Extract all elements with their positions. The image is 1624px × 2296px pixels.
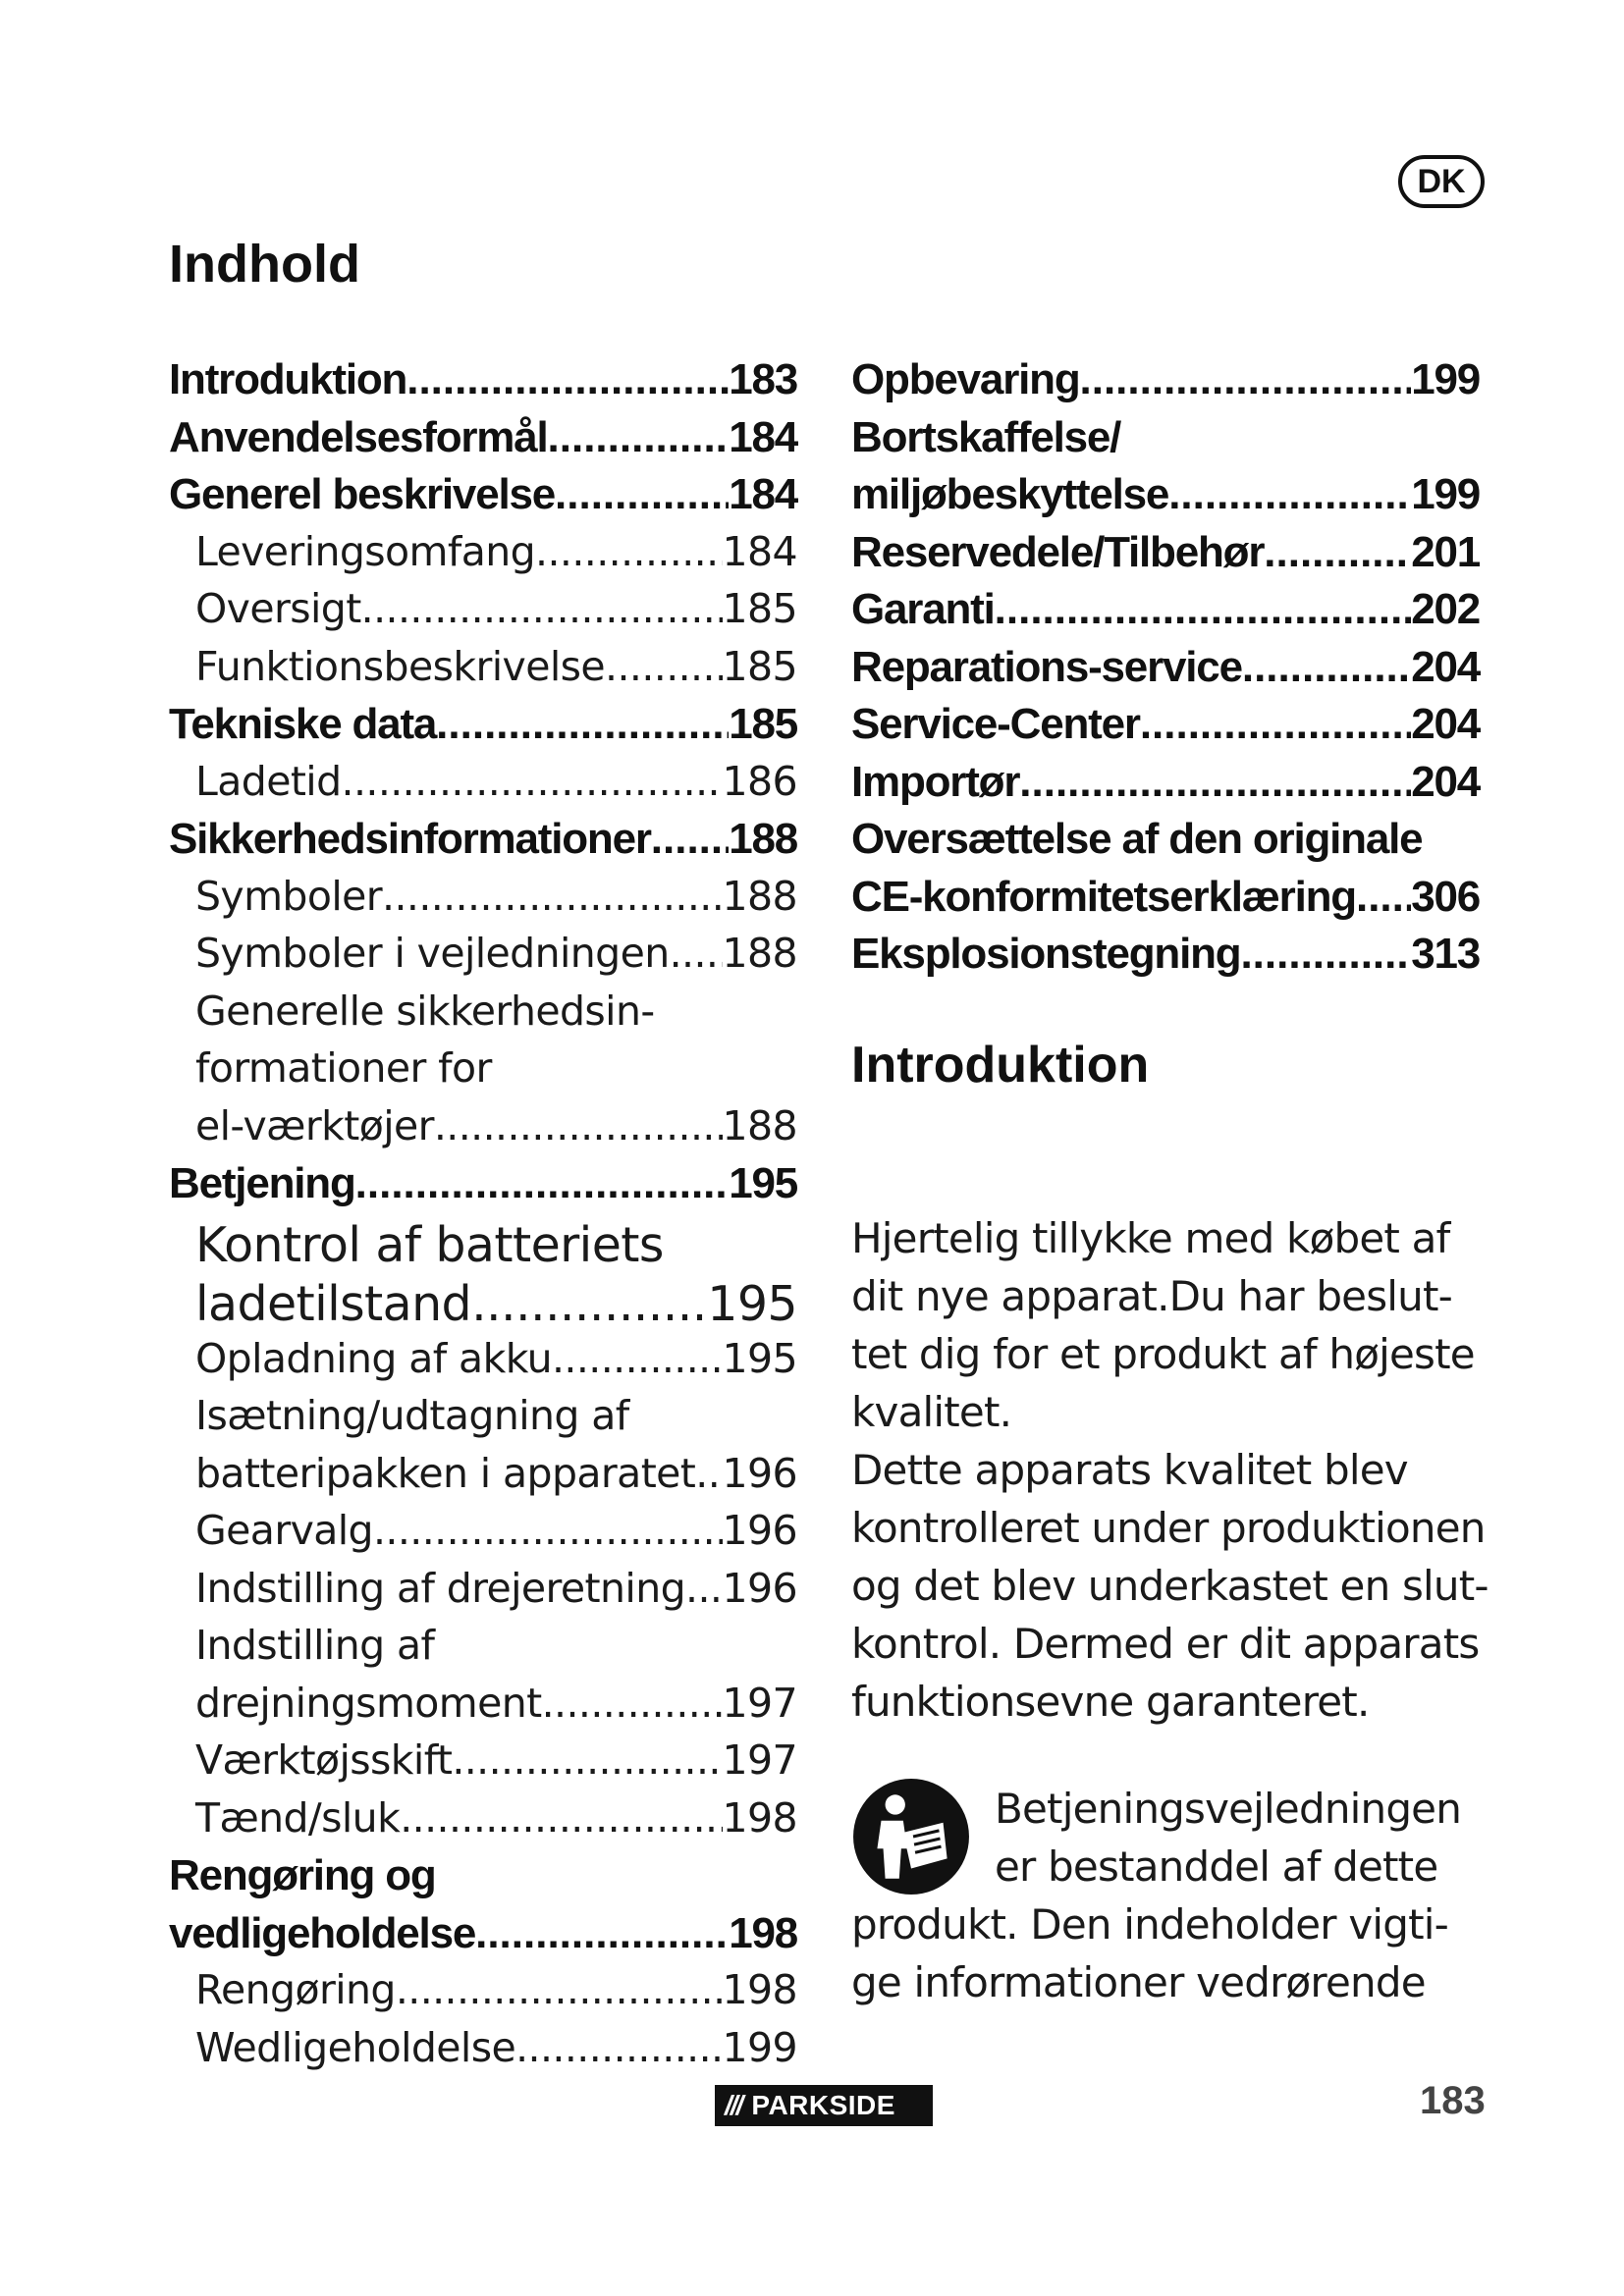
toc-entry xyxy=(851,528,1480,586)
toc-entry-title: Reservedele/Tilbehør xyxy=(851,527,1265,576)
toc-leader-dots xyxy=(1168,470,1411,519)
intro-line: kontrol. Dermed er dit apparats xyxy=(851,1620,1480,1668)
intro-line: og det blev underkastet en slut- xyxy=(851,1562,1489,1610)
toc-entry-page: 195 xyxy=(707,1275,797,1332)
intro-paragraph xyxy=(851,1209,1499,1731)
toc-entry-page: 196 xyxy=(722,1507,797,1554)
toc-entry-title: Sikkerhedsinformationer xyxy=(169,815,651,863)
toc-entry-title: Eksplosionstegning xyxy=(851,930,1241,978)
intro-line: dit nye apparat.Du har beslut- xyxy=(851,1272,1453,1320)
toc-entry-title: Leveringsomfang xyxy=(195,527,536,575)
toc-entry xyxy=(169,1966,797,2024)
toc-entry-page: 183 xyxy=(729,355,797,403)
toc-entry xyxy=(851,815,1480,873)
toc-entry xyxy=(169,528,797,586)
toc-entry-page: 196 xyxy=(722,1564,797,1612)
toc-entry xyxy=(169,1794,797,1852)
toc-leader-dots xyxy=(552,1335,723,1382)
brand-logo xyxy=(715,2085,933,2126)
toc-leader-dots xyxy=(1080,355,1412,404)
toc-entry-title: Introduktion xyxy=(169,355,407,403)
toc-entry-page: 197 xyxy=(722,1736,797,1784)
toc-leader-dots xyxy=(342,758,723,805)
toc-entry-page: 185 xyxy=(729,700,797,748)
toc-entry-title: drejningsmoment xyxy=(195,1679,542,1727)
intro-line: kvalitet. xyxy=(851,1388,1012,1436)
toc-entry xyxy=(169,930,797,988)
toc-entry-page: 188 xyxy=(722,1101,797,1149)
toc-entry-title: Bortskaffelse/ xyxy=(851,412,1121,461)
toc-entry xyxy=(169,873,797,931)
toc-entry xyxy=(169,1680,797,1737)
toc-entry-title: Indstilling af xyxy=(195,1622,435,1669)
toc-entry xyxy=(851,643,1480,701)
page-number: 183 xyxy=(1420,2079,1486,2122)
toc-entry-title: Oversigt xyxy=(195,585,361,632)
intro-line: funktionsevne garanteret. xyxy=(851,1678,1370,1726)
toc-entry-page: 199 xyxy=(1411,470,1480,518)
intro-heading: Introduktion xyxy=(851,1037,1150,1094)
toc-entry-title: Funktionsbeskrivelse xyxy=(195,642,606,690)
toc-entry-title: formationer for xyxy=(195,1044,492,1092)
toc-entry xyxy=(169,1044,797,1102)
toc-entry-title: Garanti xyxy=(851,585,995,633)
toc-leader-dots xyxy=(436,700,729,749)
toc-entry-page: 196 xyxy=(722,1449,797,1497)
intro-line: Dette apparats kvalitet blev xyxy=(851,1446,1408,1494)
toc-entry xyxy=(851,700,1480,758)
toc-leader-dots xyxy=(382,873,723,920)
toc-entry-page: 198 xyxy=(729,1908,797,1957)
toc-entry xyxy=(169,643,797,701)
toc-entry-title: Rengøring xyxy=(195,1966,396,2013)
toc-entry-title: Betjening xyxy=(169,1159,355,1207)
toc-entry xyxy=(169,1909,797,1967)
toc-entry-page: 185 xyxy=(722,642,797,690)
toc-entry xyxy=(169,585,797,643)
toc-entry xyxy=(169,470,797,528)
toc-entry-title: el-værktøjer xyxy=(195,1101,434,1149)
toc-entry-page: 201 xyxy=(1411,527,1480,576)
toc-entry-title: Ladetid xyxy=(195,757,342,805)
intro-line: Hjertelig tillykke med købet af xyxy=(851,1214,1450,1262)
toc-leader-dots xyxy=(1140,700,1411,749)
toc-entry-title: Anvendelsesformål xyxy=(169,412,548,461)
toc-leader-dots xyxy=(406,355,729,404)
toc-entry-page: 195 xyxy=(722,1334,797,1382)
toc-leader-dots xyxy=(555,470,729,519)
toc-leader-dots xyxy=(535,528,722,575)
toc-leader-dots xyxy=(695,1450,722,1497)
toc-entry-title: Kontrol af batteriets xyxy=(195,1216,664,1273)
toc-leader-dots xyxy=(605,643,723,690)
toc-leader-dots xyxy=(471,1276,707,1332)
toc-leader-dots xyxy=(373,1507,723,1554)
toc-entry-page: 188 xyxy=(722,872,797,920)
toc-entry xyxy=(851,355,1480,413)
toc-leader-dots xyxy=(548,413,730,462)
toc-entry-page: 199 xyxy=(1411,355,1480,403)
intro-line: tet dig for et produkt af højeste xyxy=(851,1330,1475,1378)
toc-entry-page: 313 xyxy=(1411,930,1480,978)
toc-entry-page: 204 xyxy=(1411,700,1480,748)
toc-entry-title: vedligeholdelse xyxy=(169,1908,476,1957)
toc-entry-page: 204 xyxy=(1411,642,1480,691)
toc-entry-title: Generel beskrivelse xyxy=(169,470,556,518)
toc-entry-title: Opladning af akku xyxy=(195,1334,552,1382)
toc-entry xyxy=(169,758,797,816)
toc-entry-title: Isætning/udtagning af xyxy=(195,1392,629,1439)
toc-entry-title: Wedligeholdelse xyxy=(195,2023,516,2071)
toc-entry-page: 198 xyxy=(722,1966,797,2013)
toc-leader-dots xyxy=(995,585,1412,634)
toc-entry xyxy=(851,873,1480,931)
toc-entry-title: Reparations-service xyxy=(851,642,1242,691)
toc-entry xyxy=(169,1159,797,1217)
toc-entry-page: 185 xyxy=(722,585,797,632)
note-paragraph xyxy=(851,1780,1519,2011)
toc-entry-title: Symboler i vejledningen xyxy=(195,930,670,977)
toc-entry xyxy=(169,1622,797,1680)
toc-leader-dots xyxy=(361,585,723,632)
toc-leader-dots xyxy=(651,815,729,864)
toc-entry-page: 195 xyxy=(729,1159,797,1207)
toc-right-column xyxy=(851,355,1480,988)
note-line: produkt. Den indeholder vigti- xyxy=(851,1900,1448,1949)
toc-entry xyxy=(169,988,797,1045)
note-line: er bestanddel af dette xyxy=(995,1842,1438,1891)
logo-text: PARKSIDE xyxy=(751,2090,895,2120)
toc-entry-title: CE-konformitetserklæring xyxy=(851,872,1356,921)
toc-entry-title: Værktøjsskift xyxy=(195,1736,453,1784)
toc-entry-page: 184 xyxy=(722,527,797,575)
toc-entry xyxy=(169,1276,797,1335)
toc-entry xyxy=(169,1450,797,1508)
toc-entry xyxy=(169,700,797,758)
toc-leader-dots xyxy=(1264,528,1411,577)
toc-title: Indhold xyxy=(169,235,360,294)
toc-entry xyxy=(169,413,797,471)
toc-entry-title: batteripakken i apparatet xyxy=(195,1449,696,1497)
toc-entry-title: Oversættelse af den originale xyxy=(851,815,1423,863)
toc-leader-dots xyxy=(396,1966,723,2013)
logo-slashes: /// xyxy=(725,2090,742,2120)
toc-leader-dots xyxy=(452,1736,722,1784)
toc-entry xyxy=(169,1507,797,1565)
toc-entry xyxy=(169,1335,797,1393)
toc-leader-dots xyxy=(434,1102,723,1149)
toc-entry-title: Generelle sikkerhedsin- xyxy=(195,987,655,1035)
toc-entry xyxy=(851,413,1480,471)
toc-entry xyxy=(169,815,797,873)
toc-entry-title: Indstilling af drejeretning xyxy=(195,1564,686,1612)
toc-entry-page: 184 xyxy=(729,470,797,518)
toc-entry xyxy=(169,1851,797,1909)
toc-entry-page: 197 xyxy=(722,1679,797,1727)
toc-entry xyxy=(169,2024,797,2082)
toc-leader-dots xyxy=(542,1680,723,1727)
toc-entry-page: 184 xyxy=(729,412,797,461)
toc-entry xyxy=(851,930,1480,988)
toc-leader-dots xyxy=(475,1909,729,1958)
toc-entry xyxy=(169,355,797,413)
toc-entry-title: Importør xyxy=(851,757,1020,806)
toc-entry xyxy=(169,1736,797,1794)
toc-leader-dots xyxy=(1240,930,1411,979)
toc-entry-page: 186 xyxy=(722,757,797,805)
toc-entry-title: Rengøring og xyxy=(169,1851,436,1899)
toc-entry-title: Opbevaring xyxy=(851,355,1080,403)
toc-entry-page: 204 xyxy=(1411,757,1480,806)
toc-entry-title: Symboler xyxy=(195,872,383,920)
toc-entry-title: Gearvalg xyxy=(195,1507,373,1554)
toc-entry-page: 306 xyxy=(1411,872,1480,921)
toc-entry-title: ladetilstand xyxy=(195,1275,472,1332)
toc-entry-title: Tænd/sluk xyxy=(195,1793,401,1842)
toc-entry-page: 188 xyxy=(729,815,797,863)
toc-entry xyxy=(851,470,1480,528)
toc-entry xyxy=(169,1102,797,1160)
toc-leader-dots xyxy=(1356,873,1411,922)
toc-entry xyxy=(169,1217,797,1276)
toc-entry-page: 199 xyxy=(722,2023,797,2071)
toc-entry-page: 198 xyxy=(722,1793,797,1842)
language-badge: DK xyxy=(1398,155,1485,208)
toc-leader-dots xyxy=(400,1794,722,1842)
toc-left-column xyxy=(169,355,797,2081)
toc-entry xyxy=(169,1565,797,1623)
toc-leader-dots xyxy=(1242,643,1411,692)
toc-leader-dots xyxy=(1019,758,1411,807)
intro-line: kontrolleret under produktionen xyxy=(851,1504,1486,1552)
toc-entry-page: 202 xyxy=(1411,585,1480,633)
toc-leader-dots xyxy=(515,2024,722,2071)
toc-entry-title: Tekniske data xyxy=(169,700,437,748)
toc-entry-page: 188 xyxy=(722,930,797,977)
toc-entry xyxy=(851,585,1480,643)
toc-leader-dots xyxy=(685,1565,723,1612)
note-line: ge informationer vedrørende xyxy=(851,1958,1426,2006)
toc-entry xyxy=(851,758,1480,816)
toc-leader-dots xyxy=(355,1159,730,1208)
toc-entry xyxy=(169,1392,797,1450)
toc-leader-dots xyxy=(670,930,723,977)
toc-entry-title: Service-Center xyxy=(851,700,1140,748)
toc-entry-title: miljøbeskyttelse xyxy=(851,470,1169,518)
note-line: Betjeningsvejledningen xyxy=(995,1785,1462,1833)
